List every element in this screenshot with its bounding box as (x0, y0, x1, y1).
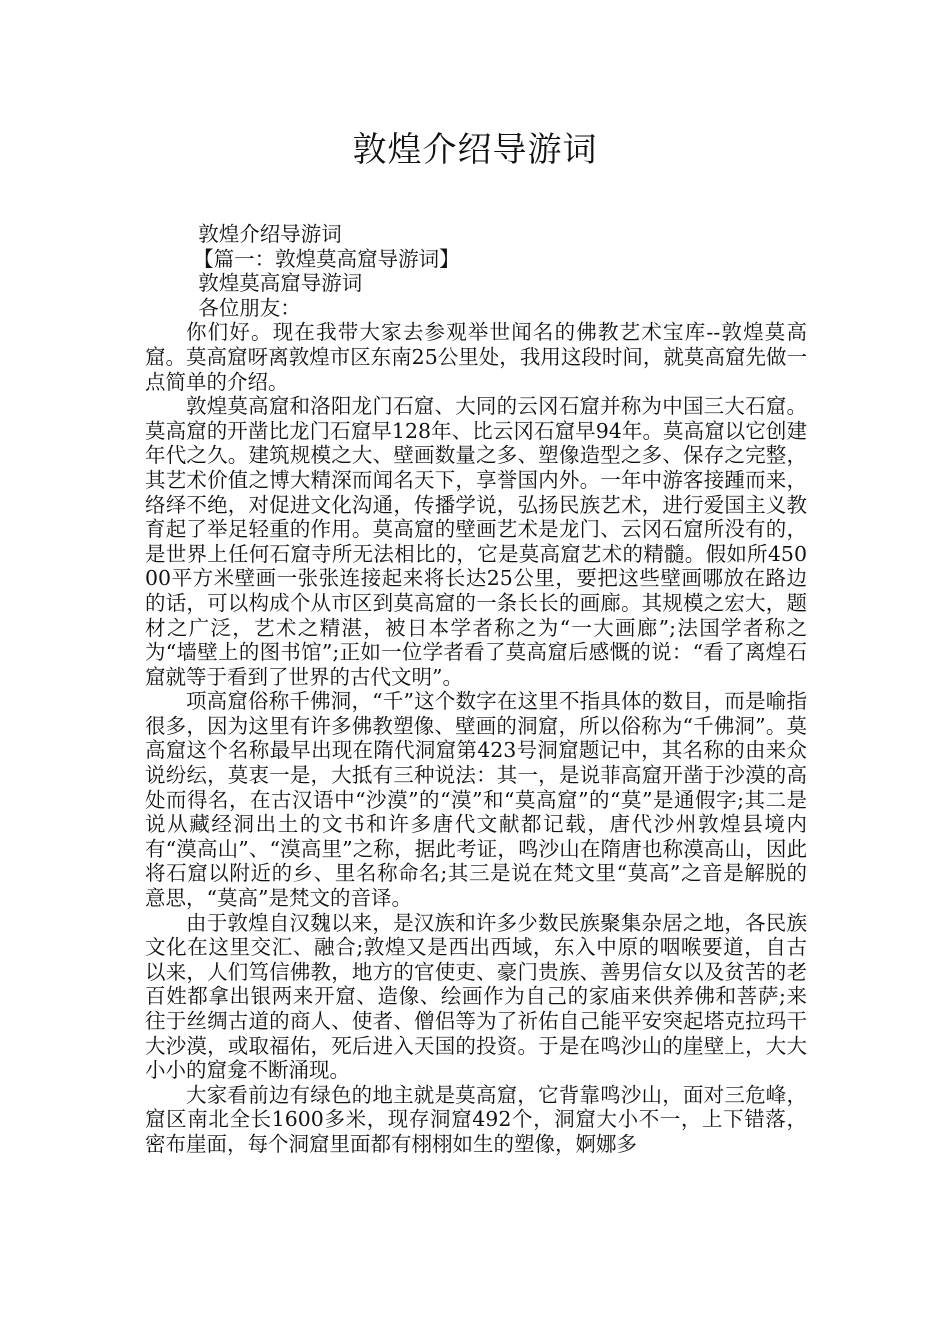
subtitle-line: 敦煌介绍导游词 (198, 222, 342, 246)
section-heading: 【篇一：敦煌莫高窟导游词】 (193, 246, 460, 271)
document-title: 敦煌介绍导游词 (352, 130, 598, 170)
paragraph: 敦煌莫高窟和洛阳龙门石窟、大同的云冈石窟并称为中国三大石窟。莫高窟的开凿比龙门石窟早128年、比云冈石窟早94年。莫高窟以它创建年代之久。建筑规模之大、壁画数量之多、塑像造型之多、保存之完整，其艺术价值之博大精深而闻名天下，享誉国内外。一年中游客接踵而来，络绎不绝，对促进文化沟通，传播学说，弘扬民族艺术，进行爱国主义教育起了举足轻重的作用。莫高窟的壁画艺术是龙门、云冈石窟所没有的，是世界上任何石窟寺所无法相比的，它是莫高窟艺术的精髓。假如所45000平方米壁画一张张连接起来将长达25公里，要把这些壁画哪放在路边的话，可以构成个从市区到莫高窟的一条长长的画廊。其规模之宏大，题材之广泛，艺术之精湛，被日本学者称之为“一大画廊”;法国学者称之为“墙壁上的图书馆”;正如一位学者看了莫高窟后感慨的说：“看了离煌石窟就等于看到了世界的古代文明”。 (145, 394, 807, 689)
paragraph: 你们好。现在我带大家去参观举世闻名的佛教艺术宝库--敦煌莫高窟。莫高窟呀离敦煌市区东南25公里处，我用这段时间，就莫高窟先做一点简单的介绍。 (145, 320, 807, 394)
paragraph: 大家看前边有绿色的地主就是莫高窟，它背靠鸣沙山，面对三危峰，窟区南北全长1600多米，现存洞窟492个，洞窟大小不一，上下错落，密布崖面，每个洞窟里面都有栩栩如生的塑像，婀娜多 (145, 1082, 807, 1156)
paragraph: 项高窟俗称千佛洞，“千”这个数字在这里不指具体的数目，而是喻指很多，因为这里有许多佛教塑像、壁画的洞窟，所以俗称为“千佛洞”。莫高窟这个名称最早出现在隋代洞窟第423号洞窟题记中，其名称的由来众说纷纭，莫衷一是，大抵有三种说法：其一，是说菲高窟开凿于沙漠的高处而得名，在古汉语中“沙漠”的“漠”和“莫高窟”的“莫”是通假字;其二是说从藏经洞出土的文书和许多唐代文献都记载，唐代沙州敦煌县境内有“漠高山”、“漠高里”之称，据此考证，鸣沙山在隋唐也称漠高山，因此将石窟以附近的乡、里名称命名;其三是说在梵文里“莫高”之音是解脱的意思，“莫高”是梵文的音译。 (145, 689, 807, 911)
article-title: 敦煌莫高窟导游词 (198, 271, 363, 296)
greeting-line: 各位朋友： (198, 295, 301, 320)
document-body (145, 222, 807, 1157)
paragraph: 由于敦煌自汉魏以来，是汉族和许多少数民族聚集杂居之地，各民族文化在这里交汇、融合;敦煌又是西出西域，东入中原的咽喉要道，自古以来，人们笃信佛教，地方的官使吏、豪门贵族、善男信女以及贫苦的老百姓都拿出银两来开窟、造像、绘画作为自己的家庙来供养佛和菩萨;来往于丝绸古道的商人、使者、僧侣等为了祈佑自己能平安突起塔克拉玛干大沙漠，或取福佑，死后进入天国的投资。于是在鸣沙山的崖壁上，大大小小的窟龛不断涌现。 (145, 910, 807, 1083)
